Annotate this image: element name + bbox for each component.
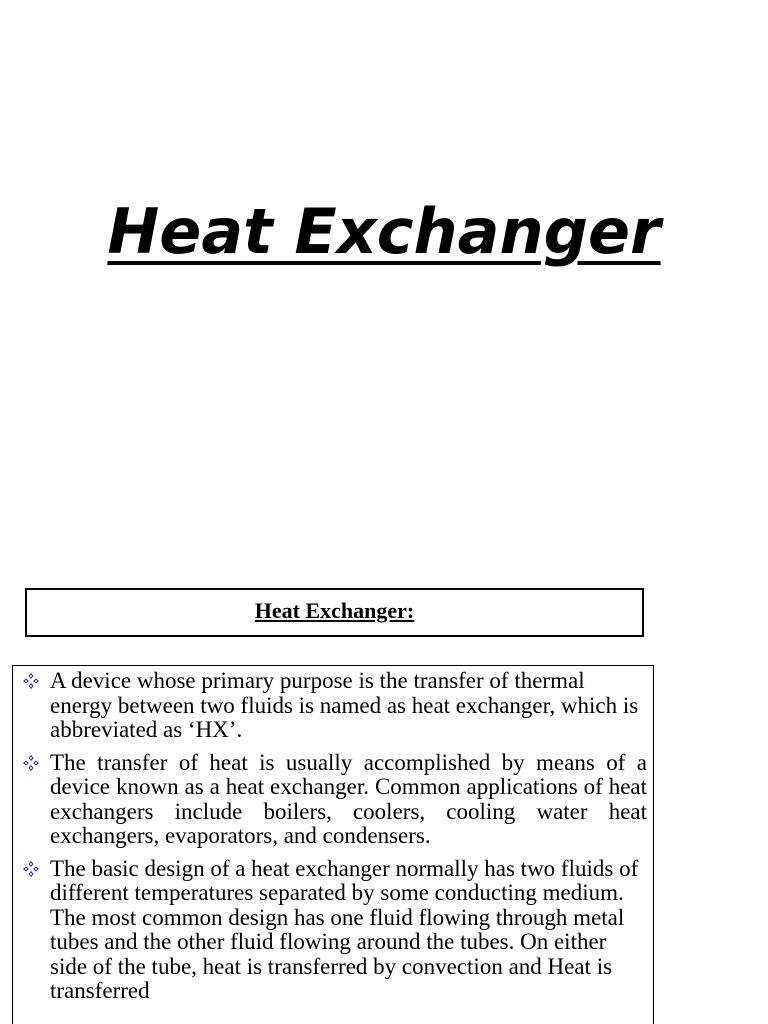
bullet-text: The basic design of a heat exchanger normally has two fluids of different temperatures separated by some conducting medium. The most common design has one fluid flowing through metal tubes and the other fluid flowing around the tubes. On either side of the tube, heat is transferred by convection and Heat is transferred <box>50 855 639 1003</box>
blue-diamond-bullet-icon <box>23 673 39 689</box>
content-box <box>12 665 654 1024</box>
bullet-item <box>21 751 647 849</box>
blue-diamond-bullet-icon <box>23 861 39 877</box>
bullet-text: A device whose primary purpose is the transfer of thermal energy between two fluids is named as heat exchanger, which is abbreviated as ‘HX’. <box>50 668 639 742</box>
blue-diamond-bullet-icon <box>23 755 39 771</box>
section-heading-box <box>25 588 644 637</box>
bullet-item <box>21 857 647 1004</box>
bullet-item <box>21 669 647 743</box>
page-title <box>0 192 768 272</box>
bullet-text: The transfer of heat is usually accomplished by means of a device known as a heat exchanger. Common applications of heat exchangers include boilers, coolers, cooling water heat exchangers, evaporators, and condensers. <box>50 749 647 848</box>
page-title-text: Heat Exchanger <box>107 195 661 268</box>
section-heading: Heat Exchanger: <box>254 597 415 623</box>
